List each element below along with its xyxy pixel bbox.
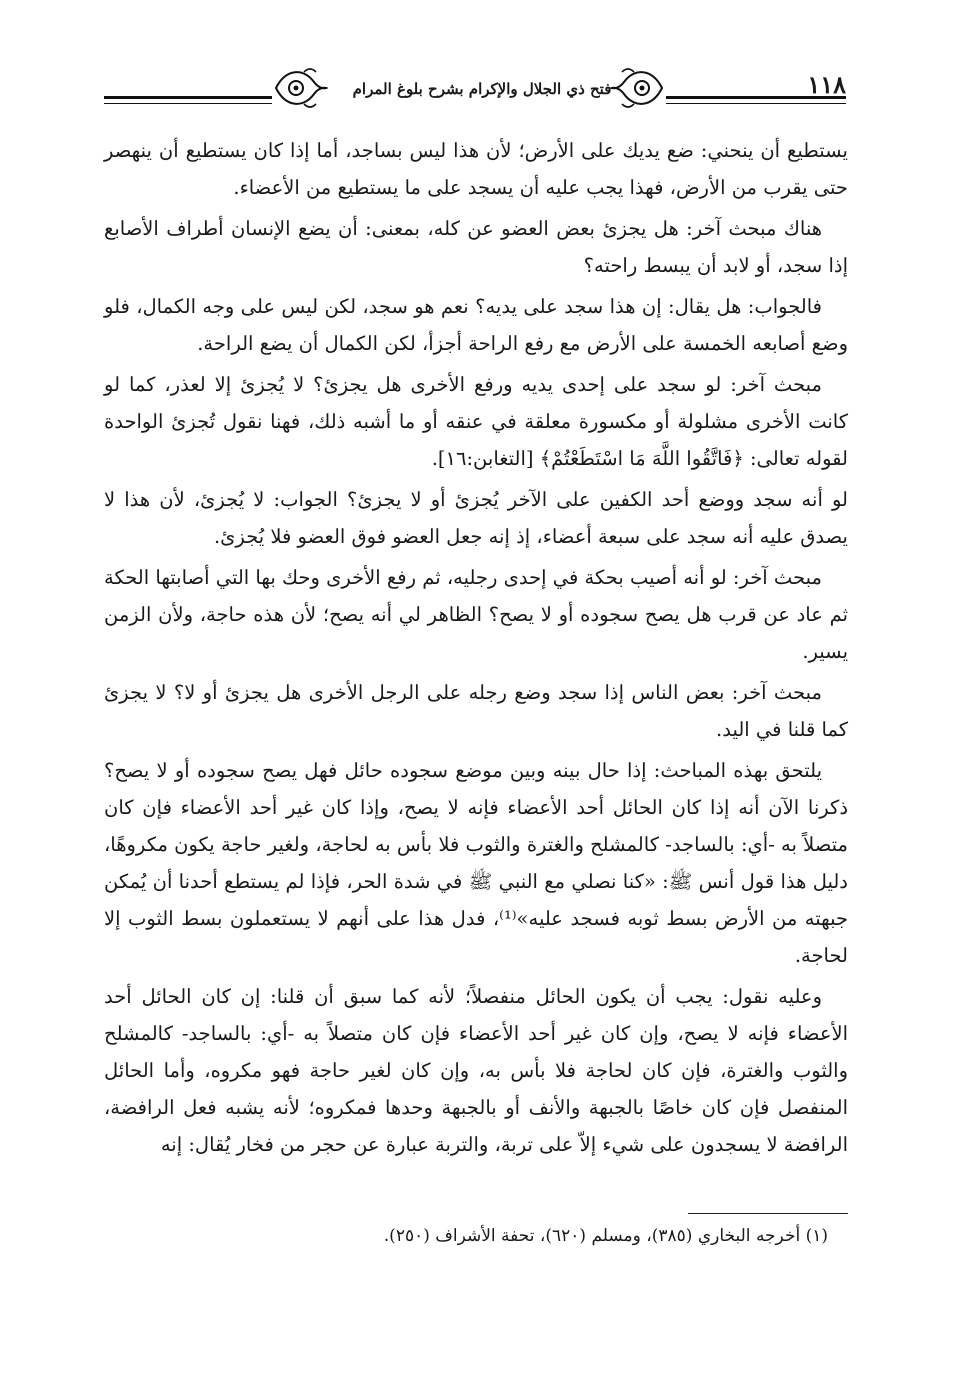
- paragraph: فالجواب: هل يقال: إن هذا سجد على يديه؟ نعم هو سجد، لكن ليس على وجه الكمال، فلو وضع أصابعه الخمسة على الأرض مع رفع الراحة أجزأ، لكن الكمال أن يضع الراحة.: [104, 295, 848, 355]
- paragraph: وعليه نقول: يجب أن يكون الحائل منفصلاً؛ لأنه كما سبق أن قلنا: إن كان الحائل أحد الأعضاء فإنه لا يصح، وإن كان غير أحد الأعضاء فإن كان متصلاً به -أي: بالساجد- كالمشلح والثوب والغترة، فإن كان لحاجة فلا بأس به، وإن كان لغير حاجة فهو مكروه، وأما الحائل المنفصل فإن كان خاصًا بالجبهة والأنف أو بالجبهة وحدها فمكروه؛ لأنه يشبه فعل الرافضة، الرافضة لا يسجدون على شيء إلاّ على تربة، والتربة عبارة عن حجر من فخار يُقال: إنه: [104, 985, 848, 1156]
- footnote: (١) أخرجه البخاري (٣٨٥)، ومسلم (٦٢٠)، تحفة الأشراف (٢٥٠).: [383, 1226, 828, 1246]
- paragraph: هناك مبحث آخر: هل يجزئ بعض العضو عن كله، بمعنى: أن يضع الإنسان أطراف الأصابع إذا سجد، أو لابد أن يبسط راحته؟: [104, 217, 848, 277]
- paragraph: مبحث آخر: لو أنه أصيب بحكة في إحدى رجليه، ثم رفع الأخرى وحك بها التي أصابتها الحكة ثم عاد عن قرب هل يصح سجوده أو لا يصح؟ الظاهر لي أنه يصح؛ لأن هذه حاجة، ولأن الزمن يسير.: [104, 566, 848, 663]
- paragraph: يلتحق بهذه المباحث: إذا حال بينه وبين موضع سجوده حائل فهل يصح سجوده أو لا يصح؟ ذكرنا الآن أنه إذا كان الحائل أحد الأعضاء فإنه لا يصح، وإذا كان غير أحد الأعضاء فإن كان متصلاً به -أي: بالساجد- كالمشلح والغترة والثوب فلا بأس به لحاجة، ولغير حاجة يكون مكروهًا، دليل هذا قول أنس ﷺ: «كنا نصلي مع النبي ﷺ في شدة الحر، فإذا لم يستطع أحدنا أن يُمكن جبهته من الأرض بسط ثوبه فسجد عليه»⁽¹⁾، فدل هذا على أنهم لا يستعملون بسط الثوب إلا لحاجة.: [104, 759, 849, 967]
- ornament-right-icon: [610, 62, 664, 114]
- header-rule-right-bottom: [666, 103, 846, 104]
- page-number: ١١٨: [807, 70, 846, 99]
- ornament-left-icon: [274, 62, 328, 114]
- footnote-separator: [688, 1213, 848, 1214]
- header-rule-left-top: [104, 96, 272, 99]
- paragraph: مبحث آخر: لو سجد على إحدى يديه ورفع الأخرى هل يجزئ؟ لا يُجزئ إلا لعذر، كما لو كانت الأخرى مشلولة أو مكسورة معلقة في عنقه أو ما أشبه ذلك، فهنا نقول تُجزئ الواحدة لقوله تعالى: ﴿فَاتَّقُوا اللَّهَ مَا اسْتَطَعْتُمْ﴾ [التغابن:١٦].: [104, 373, 848, 470]
- paragraph: لو أنه سجد ووضع أحد الكفين على الآخر يُجزئ أو لا يجزئ؟ الجواب: لا يُجزئ، لأن هذا لا يصدق عليه أنه سجد على سبعة أعضاء، إذ إنه جعل العضو فوق العضو فلا يُجزئ.: [104, 488, 848, 548]
- running-book-title: فتح ذي الجلال والإكرام بشرح بلوغ المرام: [352, 80, 612, 98]
- header-rule-left-bottom: [104, 103, 272, 104]
- page-header: [104, 62, 846, 118]
- main-text: [104, 132, 848, 1167]
- paragraph: مبحث آخر: بعض الناس إذا سجد وضع رجله على الرجل الأخرى هل يجزئ أو لا؟ لا يجزئ كما قلنا في اليد.: [104, 681, 848, 741]
- paragraph: يستطيع أن ينحني: ضع يديك على الأرض؛ لأن هذا ليس بساجد، أما إذا كان يستطيع أن ينهصر حتى يقرب من الأرض، فهذا يجب عليه أن يسجد على ما يستطيع من الأعضاء.: [104, 139, 848, 199]
